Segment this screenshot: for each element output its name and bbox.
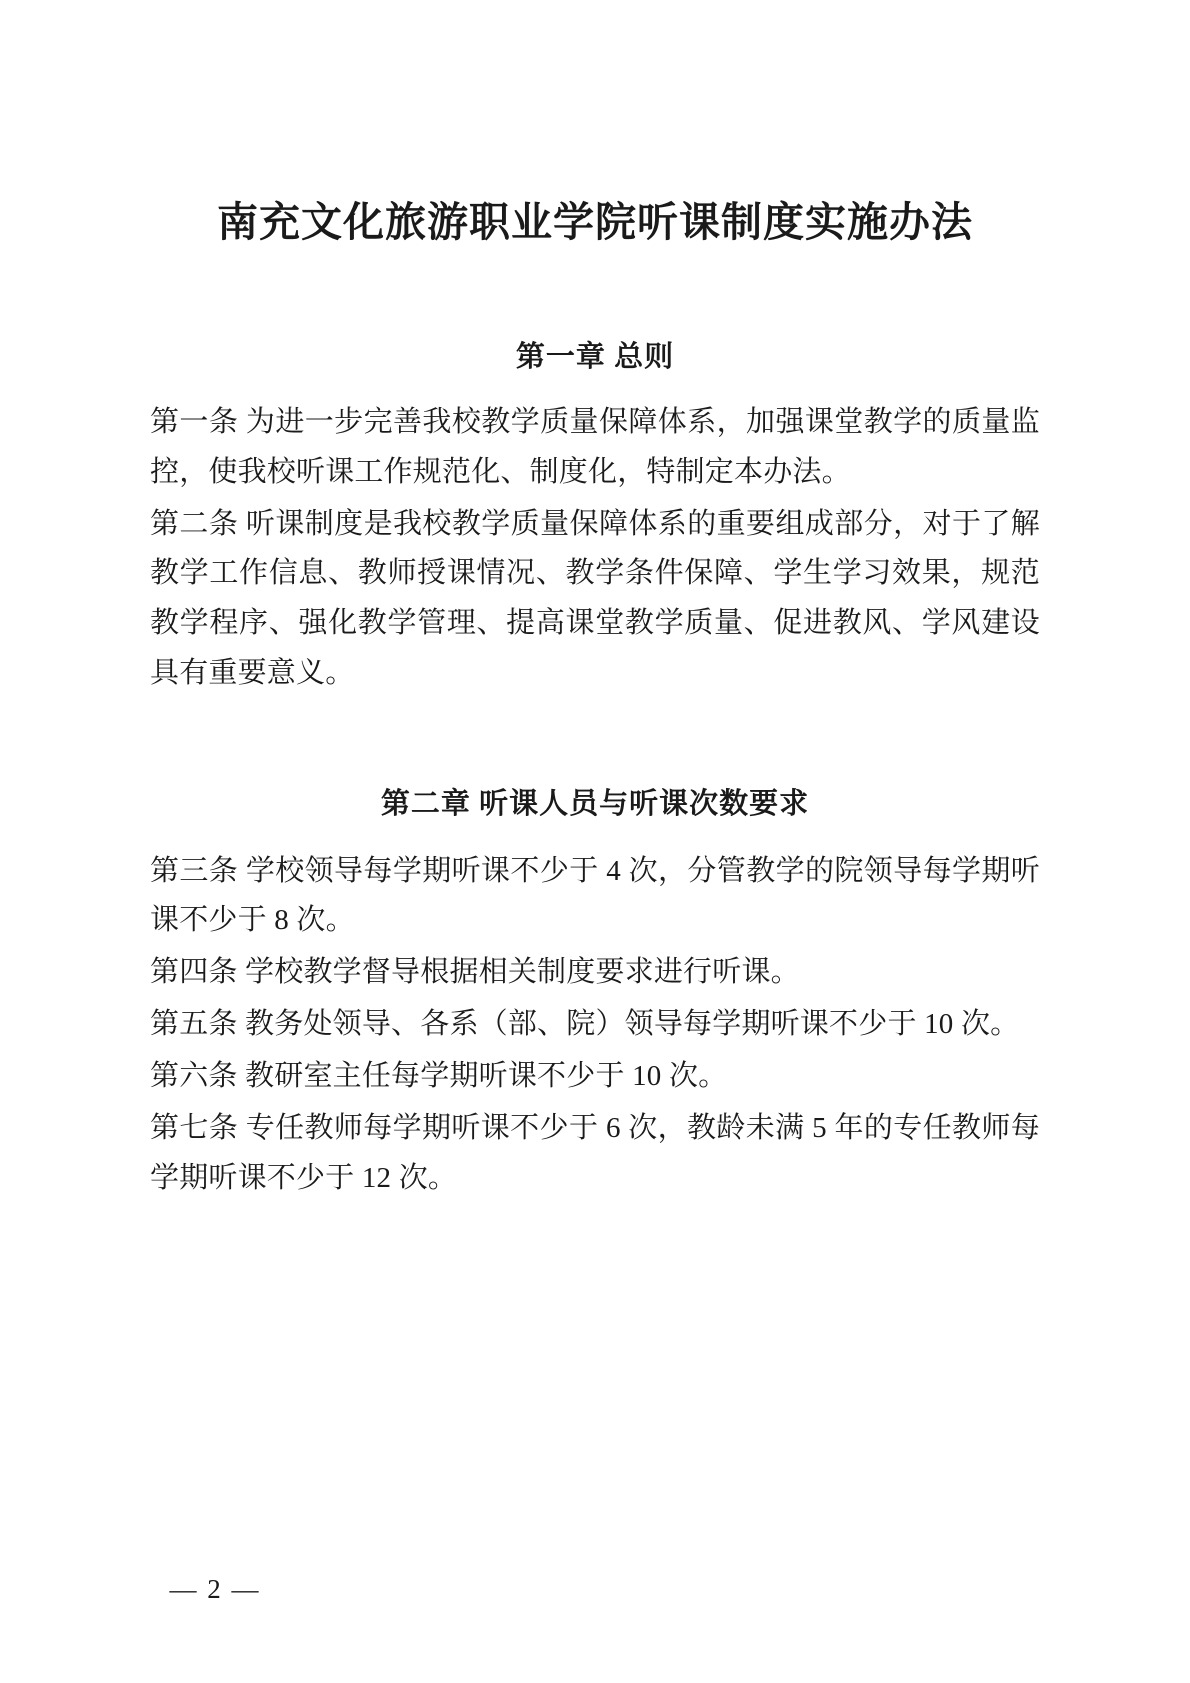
paragraph-article-5: 第五条 教务处领导、各系（部、院）领导每学期听课不少于 10 次。 [150, 1008, 1020, 1041]
page-number-value: — 2 — [169, 1574, 261, 1604]
paragraph-article-2: 第二条 听课制度是我校教学质量保障体系的重要组成部分，对于了解教学工作信息、教师授课情况、教学条件保障、学生学习效果，规范教学程序、强化教学管理、提高课堂教学质量、促进教风、学风建设具有重要意义。 [150, 507, 1040, 690]
paragraph-article-4: 第四条 学校教学督导根据相关制度要求进行听课。 [150, 956, 800, 989]
paragraph-article-3: 第三条 学校领导每学期听课不少于 4 次，分管教学的院领导每学期听课不少于 8 次。 [150, 854, 1040, 937]
page-title: 南充文化旅游职业学院听课制度实施办法 [217, 199, 973, 245]
chapter-heading-2: 第二章 听课人员与听课次数要求 [380, 788, 810, 821]
paragraph-article-6: 第六条 教研室主任每学期听课不少于 10 次。 [150, 1060, 728, 1093]
page-number [0, 1574, 1190, 1605]
paragraph-article-1: 第一条 为进一步完善我校教学质量保障体系，加强课堂教学的质量监控，使我校听课工作规范化、制度化，特制定本办法。 [150, 405, 1040, 488]
chapter-heading-1: 第一章 总则 [515, 341, 675, 374]
paragraph-article-7: 第七条 专任教师每学期听课不少于 6 次，教龄未满 5 年的专任教师每学期听课不少于 12 次。 [150, 1111, 1040, 1194]
